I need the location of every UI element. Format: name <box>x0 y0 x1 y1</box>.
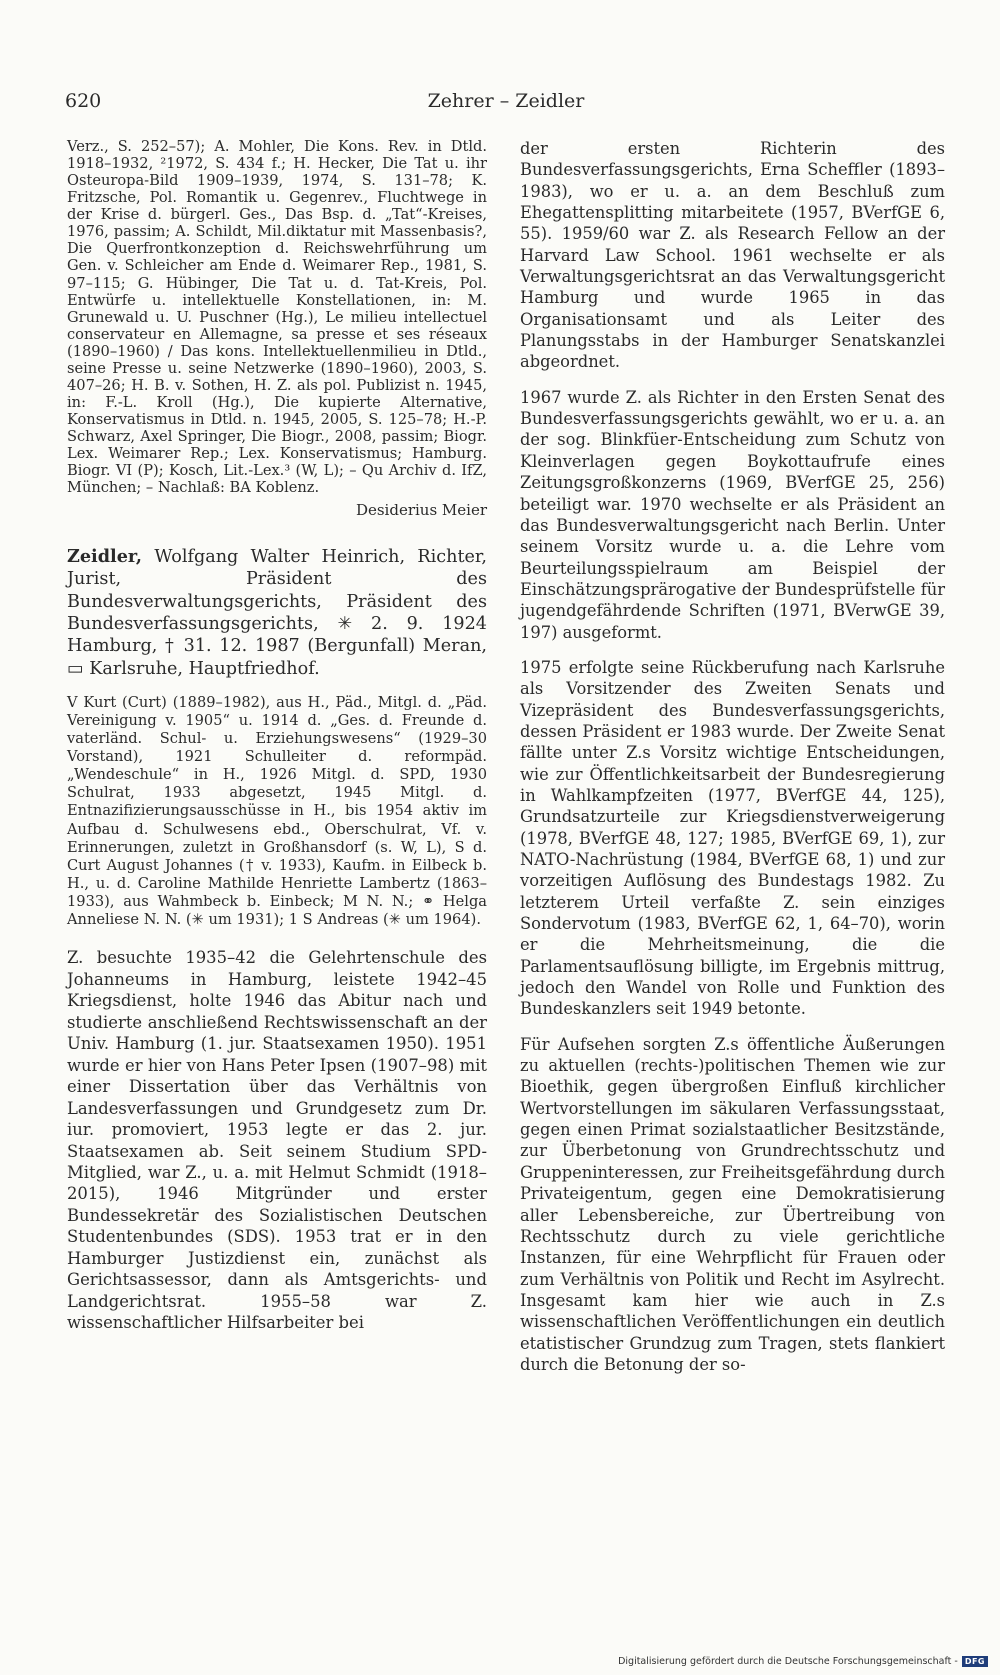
page-number: 620 <box>65 90 102 112</box>
body-paragraph: 1967 wurde Z. als Richter in den Ersten Senat des Bundesverfassungsgerichts gewählt, wo er u. a. an der sog. Blinkfüer-Entscheidung zum Schutz von Kleinverlagen gegen Boykottaufrufe eines Zeitungsgroßkonzerns (1969, BVerfGE 25, 256) beteiligt war. 1970 wechselte er als Präsident an das Bundesverwaltungsgericht nach Berlin. Unter seinem Vorsitz wurde u. a. die Lehre vom Beurteilungsspielraum am Beispiel der Einschätzungsprärogative der Bundesprüfstelle für jugendgefährdende Schriften (1971, BVerwGE 39, 197) ausgeformt. <box>520 387 945 642</box>
references-text: Verz., S. 252–57); A. Mohler, Die Kons. Rev. in Dtld. 1918–1932, ²1972, S. 434 f.; H. Hecker, Die Tat u. ihr Osteuropa-Bild 1909–1939, 1974, S. 131–78; K. Fritzsche, Pol. Romantik u. Gegenrev., Fluchtwege in der Krise d. bürgerl. Ges., Das Bsp. d. „Tat“-Kreises, 1976, passim; A. Schildt, Mil.diktatur mit Massenbasis?, Die Querfrontkonzeption d. Reichswehrführung um Gen. v. Schleicher am Ende d. Weimarer Rep., 1981, S. 97–115; G. Hübinger, Die Tat u. d. Tat-Kreis, Pol. Entwürfe u. intellektuelle Konstellationen, in: M. Grunewald u. U. Puschner (Hg.), Le milieu intellectuel conservateur en Allemagne, sa presse et ses réseaux (1890–1960) / Das kons. Intellektuellenmilieu in Dtld., seine Presse u. seine Netzwerke (1890–1960), 2003, S. 407–26; H. B. v. Sothen, H. Z. als pol. Publizist n. 1945, in: F.-L. Kroll (Hg.), Die kupierte Alternative, Konservatismus in Dtld. n. 1945, 2005, S. 125–78; H.-P. Schwarz, Axel Springer, Die Biogr., 2008, passim; Biogr. Lex. Weimarer Rep.; Lex. Konservatismus; Hamburg. Biogr. VI (P); Kosch, Lit.-Lex.³ (W, L); – Qu Archiv d. IfZ, München; – Nachlaß: BA Koblenz. <box>67 138 487 497</box>
article-author: Desiderius Meier <box>355 501 487 520</box>
entry-surname: Zeidler, <box>67 545 143 567</box>
body-paragraph: Für Aufsehen sorgten Z.s öffentliche Äußerungen zu aktuellen (rechts-)politischen Themen wie zur Bioethik, gegen übergroßen Einfluß kirchlicher Wertvorstellungen im säkularen Verfassungsstaat, gegen einen Primat sozialstaatlicher Besitzstände, zur Überbetonung von Grundrechtsschutz und Gruppeninteressen, zur Freiheitsgefährdung durch Privateigentum, gegen eine Demokratisierung aller Lebensbereiche, zur Übertreibung von Rechtsschutz durch zu viele gerichtliche Instanzen, für eine Wehrpflicht für Frauen oder zum Verhältnis von Politik und Recht im Asylrecht. Insgesamt kam hier wie auch in Z.s wissenschaftlichen Veröffentlichungen ein deutlich etatistischer Grundzug zum Tragen, stets flankiert durch die Betonung der so- <box>520 1034 945 1374</box>
entry-heading <box>67 546 487 680</box>
body-paragraph: 1975 erfolgte seine Rückberufung nach Karlsruhe als Vorsitzender des Zweiten Senats und Vizepräsident des Bundesverfassungsgerichts, dessen Präsident er 1983 wurde. Der Zweite Senat fällte unter Z.s Vorsitz wichtige Entscheidungen, wie zur Öffentlichkeitsarbeit der Bundesregierung in Wahlkampfzeiten (1977, BVerfGE 44, 125), Grundsatzurteile zur Kriegsdienstverweigerung (1978, BVerfGE 48, 127; 1985, BVerfGE 69, 1), zur NATO-Nachrüstung (1984, BVerfGE 68, 1) und zur vorzeitigen Auflösung des Bundestags 1982. Zu letzterem Urteil verfaßte Z. sein einziges Sondervotum (1983, BVerfGE 62, 1, 64–70), worin er die Mehrheitsmeinung, die die Parlamentsauflösung billigte, im Ergebnis mittrug, jedoch den Wandel von Rolle und Funktion des Bundeskanzlers seit 1949 betonte. <box>520 657 945 1019</box>
footer-text: Digitalisierung gefördert durch die Deutsche Forschungsgemeinschaft - <box>618 1656 958 1667</box>
body-paragraph: der ersten Richterin des Bundesverfassungsgerichts, Erna Scheffler (1893–1983), wo er u. a. an dem Beschluß zum Ehegattensplitting mitarbeitete (1957, BVerfGE 6, 55). 1959/60 war Z. als Research Fellow an der Harvard Law School. 1961 wechselte er als Verwaltungsgerichtsrat an das Verwaltungsgericht Hamburg und wurde 1965 in das Organisationsamt und als Leiter des Planungsstabs in der Hamburger Senatskanzlei abgeordnet. <box>520 139 945 372</box>
left-column <box>67 138 487 1334</box>
genealogy-text: V Kurt (Curt) (1889–1982), aus H., Päd., Mitgl. d. „Päd. Vereinigung v. 1905“ u. 1914 d. „Ges. d. Freunde d. vaterländ. Schul- u. Erziehungswesens“ (1929–30 Vorstand), 1921 Schulleiter d. reformpäd. „Wendeschule“ in H., 1926 Mitgl. d. SPD, 1930 Schulrat, 1933 abgesetzt, 1945 Mitgl. d. Entnazifizierungsausschüsse in H., bis 1954 aktiv im Aufbau d. Schulwesens ebd., Oberschulrat, Vf. v. Erinnerungen, zuletzt in Großhansdorf (s. W, L), S d. Curt August Johannes († v. 1933), Kaufm. in Eilbeck b. H., u. d. Caroline Mathilde Henriette Lambertz (1863–1933), aus Wahmbeck b. Einbeck; M N. N.; ⚭ Helga Anneliese N. N. (✳ um 1931); 1 S Andreas (✳ um 1964). <box>67 693 487 929</box>
footer-credit <box>618 1656 988 1667</box>
entry-heading-text: Wolfgang Walter Heinrich, Richter, Jurist, Präsident des Bundesverwaltungsgerichts, Präsident des Bundesverfassungsgerichts, ✳ 2. 9. 1924 Hamburg, † 31. 12. 1987 (Bergunfall) Meran, ▭ Karlsruhe, Hauptfriedhof. <box>67 546 487 679</box>
running-head: Zehrer – Zeidler <box>427 90 585 112</box>
dfg-logo: DFG <box>962 1656 988 1667</box>
body-text: Z. besuchte 1935–42 die Gelehrtenschule des Johanneums in Hamburg, leistete 1942–45 Kriegsdienst, holte 1946 das Abitur nach und studierte anschließend Rechtswissenschaft an der Univ. Hamburg (1. jur. Staatsexamen 1950). 1951 wurde er hier von Hans Peter Ipsen (1907–98) mit einer Dissertation über das Verhältnis von Landesverfassungen und Grundgesetz zum Dr. iur. promoviert, 1953 legte er das 2. jur. Staatsexamen ab. Seit seinem Studium SPD-Mitglied, war Z., u. a. mit Helmut Schmidt (1918–2015), 1946 Mitgründer und erster Bundessekretär des Sozialistischen Deutschen Studentenbundes (SDS). 1953 trat er in den Hamburger Justizdienst ein, zunächst als Gerichtsassessor, dann als Amtsgerichts- und Landgerichtsrat. 1955–58 war Z. wissenschaftlicher Hilfsarbeiter bei <box>67 948 487 1333</box>
right-column <box>520 138 945 1389</box>
